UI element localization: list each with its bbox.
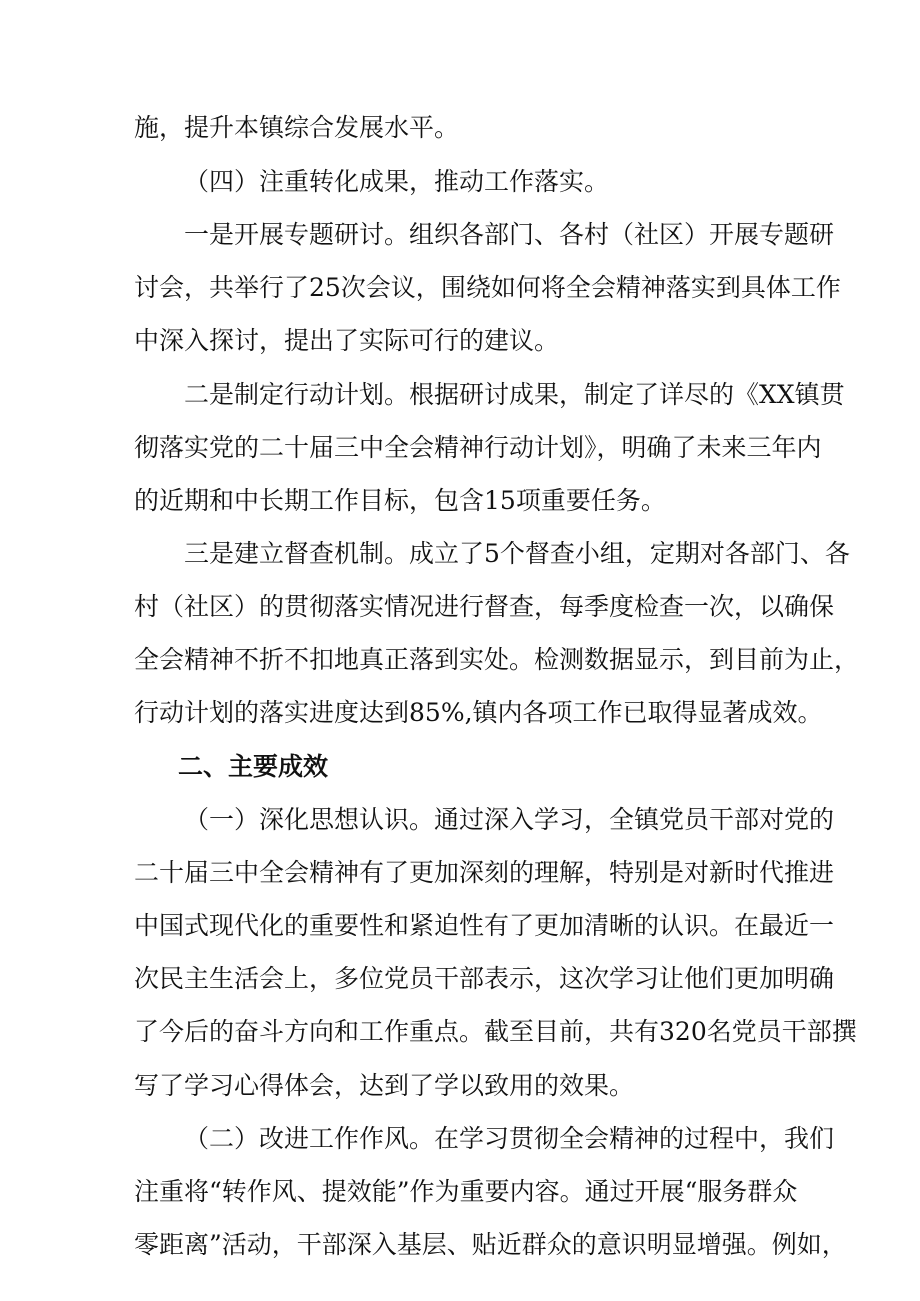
paragraph-line: 了今后的奋斗方向和工作重点。截至目前，共有320名党员干部撰 xyxy=(134,1017,857,1046)
paragraph-line: （二）改进工作作风。在学习贯彻全会精神的过程中，我们 xyxy=(184,1124,835,1153)
section-title-four: （四）注重转化成果，推动工作落实。 xyxy=(184,167,610,196)
paragraph-line: 零距离”活动，干部深入基层、贴近群众的意识明显增强。例如， xyxy=(134,1230,847,1259)
paragraph-line: 二是制定行动计划。根据研讨成果，制定了详尽的《XX镇贯 xyxy=(184,380,845,409)
paragraph-line: 讨会，共举行了25次会议，围绕如何将全会精神落实到具体工作 xyxy=(134,273,841,302)
paragraph-line: 的近期和中长期工作目标，包含15项重要任务。 xyxy=(134,486,666,515)
paragraph-line: 一是开展专题研讨。组织各部门、各村（社区）开展专题研 xyxy=(184,220,835,249)
paragraph-line: 村（社区）的贯彻落实情况进行督查，每季度检查一次，以确保 xyxy=(134,592,835,621)
paragraph-line: 施，提升本镇综合发展水平。 xyxy=(134,113,460,142)
paragraph-line: 中国式现代化的重要性和紧迫性有了更加清晰的认识。在最近一 xyxy=(134,911,835,940)
paragraph-line: 全会精神不折不扣地真正落到实处。检测数据显示，到目前为止， xyxy=(134,645,860,674)
paragraph-line: 三是建立督查机制。成立了5个督查小组，定期对各部门、各 xyxy=(184,539,850,568)
paragraph-line: 中深入探讨，提出了实际可行的建议。 xyxy=(134,326,560,355)
paragraph-line: 彻落实党的二十届三中全会精神行动计划》，明确了未来三年内 xyxy=(134,433,822,462)
paragraph-line: 注重将“转作风、提效能”作为重要内容。通过开展“服务群众 xyxy=(134,1177,798,1206)
paragraph-line: 写了学习心得体会，达到了学以致用的效果。 xyxy=(134,1071,635,1100)
paragraph-line: 次民主生活会上，多位党员干部表示，这次学习让他们更加明确 xyxy=(134,964,835,993)
paragraph-line: 行动计划的落实进度达到85%,镇内各项工作已取得显著成效。 xyxy=(134,698,823,727)
section-heading-main-results: 二、主要成效 xyxy=(178,752,329,781)
paragraph-line: （一）深化思想认识。通过深入学习，全镇党员干部对党的 xyxy=(184,805,835,834)
paragraph-line: 二十届三中全会精神有了更加深刻的理解，特别是对新时代推进 xyxy=(134,858,835,887)
